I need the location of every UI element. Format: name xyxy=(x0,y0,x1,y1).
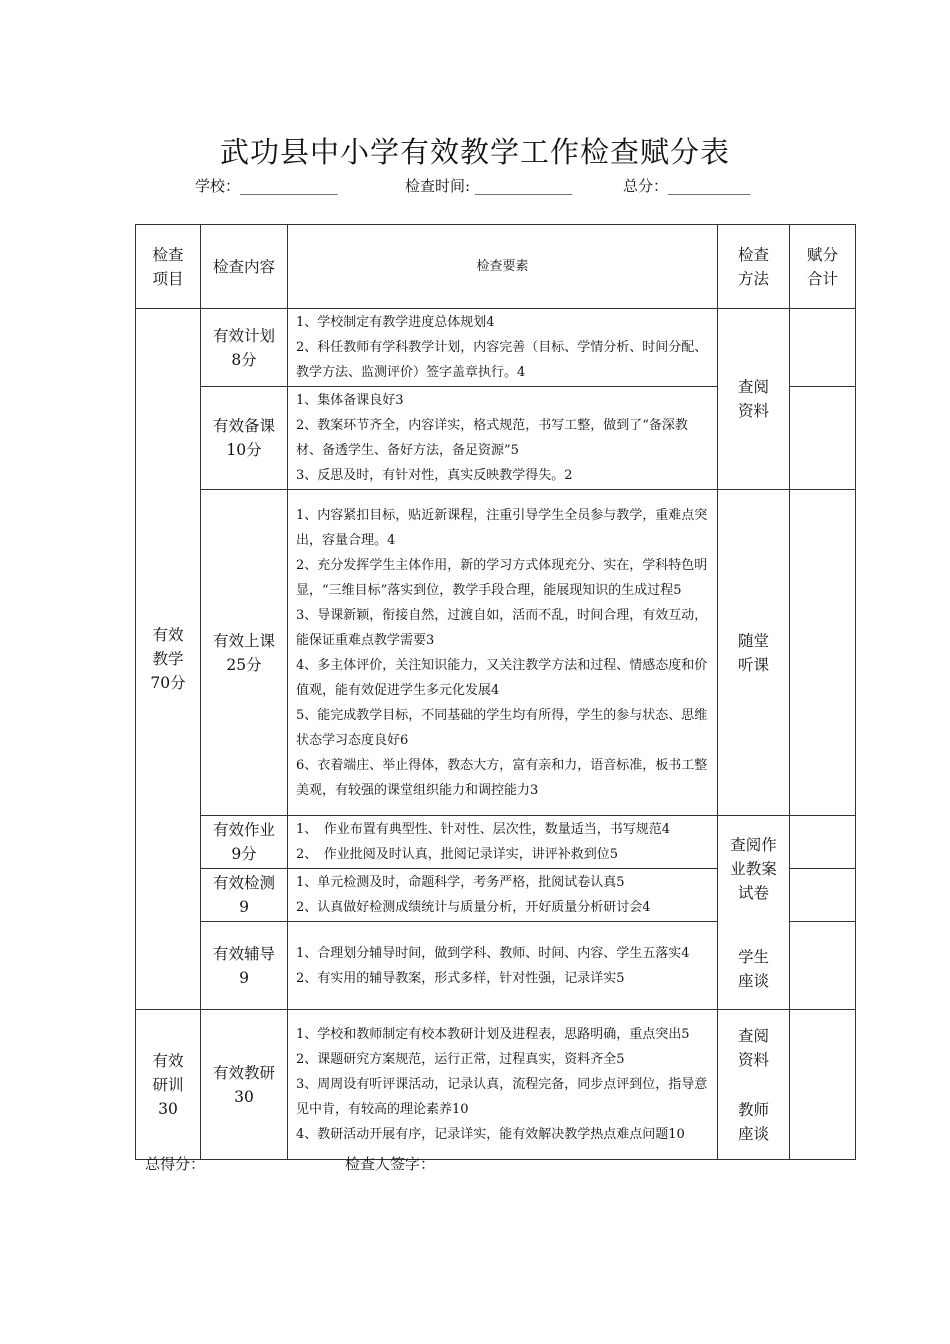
content-cell: 有效作业9分 xyxy=(201,816,288,869)
requirements-cell xyxy=(288,387,718,490)
table-row xyxy=(136,490,856,816)
method-cell: 随堂听课 xyxy=(718,490,790,816)
content-cell: 有效辅导9 xyxy=(201,922,288,1010)
school-field: 学校：_____________ xyxy=(195,177,338,195)
requirements-cell xyxy=(288,816,718,869)
table-row xyxy=(136,309,856,387)
requirement-item: 2、认真做好检测成绩统计与质量分析，开好质量分析研讨会4 xyxy=(296,900,651,915)
requirement-item: 3、周周设有听评课活动，记录认真，流程完备，同步点评到位，指导意见中肯，有较高的理论素养10 xyxy=(296,1077,708,1117)
requirements-cell xyxy=(288,1010,718,1160)
table-row xyxy=(136,816,856,869)
requirement-item: 4、教研活动开展有序，记录详实，能有效解决教学热点难点问题10 xyxy=(296,1127,685,1142)
score-cell[interactable] xyxy=(790,1010,856,1160)
requirement-item: 1、 作业布置有典型性、针对性、层次性，数量适当，书写规范4 xyxy=(296,822,671,837)
requirements-cell xyxy=(288,309,718,387)
table-row xyxy=(136,1010,856,1160)
score-cell[interactable] xyxy=(790,490,856,816)
score-cell[interactable] xyxy=(790,816,856,869)
requirement-item: 1、学校制定有教学进度总体规划4 xyxy=(296,315,495,330)
requirement-item: 2、科任教师有学科教学计划，内容完善（目标、学情分析、时间分配、教学方法、监测评价）签字盖章执行。4 xyxy=(296,340,708,380)
requirement-item: 2、教案环节齐全，内容详实，格式规范，书写工整，做到了“备深教材、备透学生、备好方法，备足资源”5 xyxy=(296,418,688,458)
requirement-item: 6、衣着端庄、举止得体，教态大方，富有亲和力，语音标准，板书工整美观，有较强的课堂组织能力和调控能力3 xyxy=(296,757,708,798)
requirements-cell xyxy=(288,490,718,816)
content-cell: 有效计划8分 xyxy=(201,309,288,387)
requirement-item: 2、充分发挥学生主体作用，新的学习方式体现充分、实在，学科特色明显，“三维目标”落实到位，教学手段合理，能展现知识的生成过程5 xyxy=(296,557,708,598)
requirement-item: 2、 作业批阅及时认真，批阅记录详实，讲评补救到位5 xyxy=(296,847,619,862)
content-cell: 有效备课10分 xyxy=(201,387,288,490)
method-cell: 查阅资料 教师座谈 xyxy=(718,1010,790,1160)
total-score-label: 总得分： xyxy=(145,1155,206,1173)
inspector-signature-label: 检查人签字： xyxy=(345,1155,436,1173)
requirement-item: 2、课题研究方案规范，运行正常，过程真实，资料齐全5 xyxy=(296,1052,625,1067)
category-teaching: 有效教学70分 xyxy=(136,309,201,1010)
requirement-item: 1、单元检测及时，命题科学，考务严格，批阅试卷认真5 xyxy=(296,875,625,890)
requirement-item: 1、学校和教师制定有校本教研计划及进程表，思路明确，重点突出5 xyxy=(296,1027,690,1042)
content-cell: 有效上课25分 xyxy=(201,490,288,816)
requirement-item: 2、有实用的辅导教案，形式多样，针对性强，记录详实5 xyxy=(296,970,625,986)
category-research: 有效研训30 xyxy=(136,1010,201,1160)
header-requirements: 检查要素 xyxy=(288,225,718,309)
check-time-field: 检查时间: _____________ xyxy=(405,177,573,195)
score-cell[interactable] xyxy=(790,922,856,1010)
total-field: 总分：___________ xyxy=(623,177,751,195)
score-cell[interactable] xyxy=(790,309,856,387)
score-table xyxy=(135,224,856,1160)
requirement-item: 1、集体备课良好3 xyxy=(296,393,404,408)
content-cell: 有效教研30 xyxy=(201,1010,288,1160)
header-method: 检查方法 xyxy=(718,225,790,309)
header-score: 赋分合计 xyxy=(790,225,856,309)
requirement-item: 1、内容紧扣目标，贴近新课程，注重引导学生全员参与教学，重难点突出，容量合理。4 xyxy=(296,507,708,548)
header-content: 检查内容 xyxy=(201,225,288,309)
score-cell[interactable] xyxy=(790,387,856,490)
header-item: 检查项目 xyxy=(136,225,201,309)
requirement-item: 5、能完成教学目标，不同基础的学生均有所得，学生的参与状态、思维状态学习态度良好6 xyxy=(296,707,708,748)
page-title: 武功县中小学有效教学工作检查赋分表 xyxy=(219,135,730,169)
method-cell: 查阅资料 xyxy=(718,309,790,490)
requirement-item: 1、合理划分辅导时间，做到学科、教师、时间、内容、学生五落实4 xyxy=(296,945,690,961)
requirements-cell xyxy=(288,869,718,922)
content-cell: 有效检测9 xyxy=(201,869,288,922)
requirements-cell xyxy=(288,922,718,1010)
requirement-item: 3、导课新颖，衔接自然，过渡自如，活而不乱，时间合理，有效互动，能保证重难点教学需要3 xyxy=(296,607,708,648)
method-cell: 查阅作业教案试卷 学生座谈 xyxy=(718,816,790,1010)
table-header-row xyxy=(136,225,856,309)
requirement-item: 4、多主体评价，关注知识能力，又关注教学方法和过程、情感态度和价值观，能有效促进学生多元化发展4 xyxy=(296,657,708,698)
requirement-item: 3、反思及时，有针对性，真实反映教学得失。2 xyxy=(296,468,573,483)
score-cell[interactable] xyxy=(790,869,856,922)
